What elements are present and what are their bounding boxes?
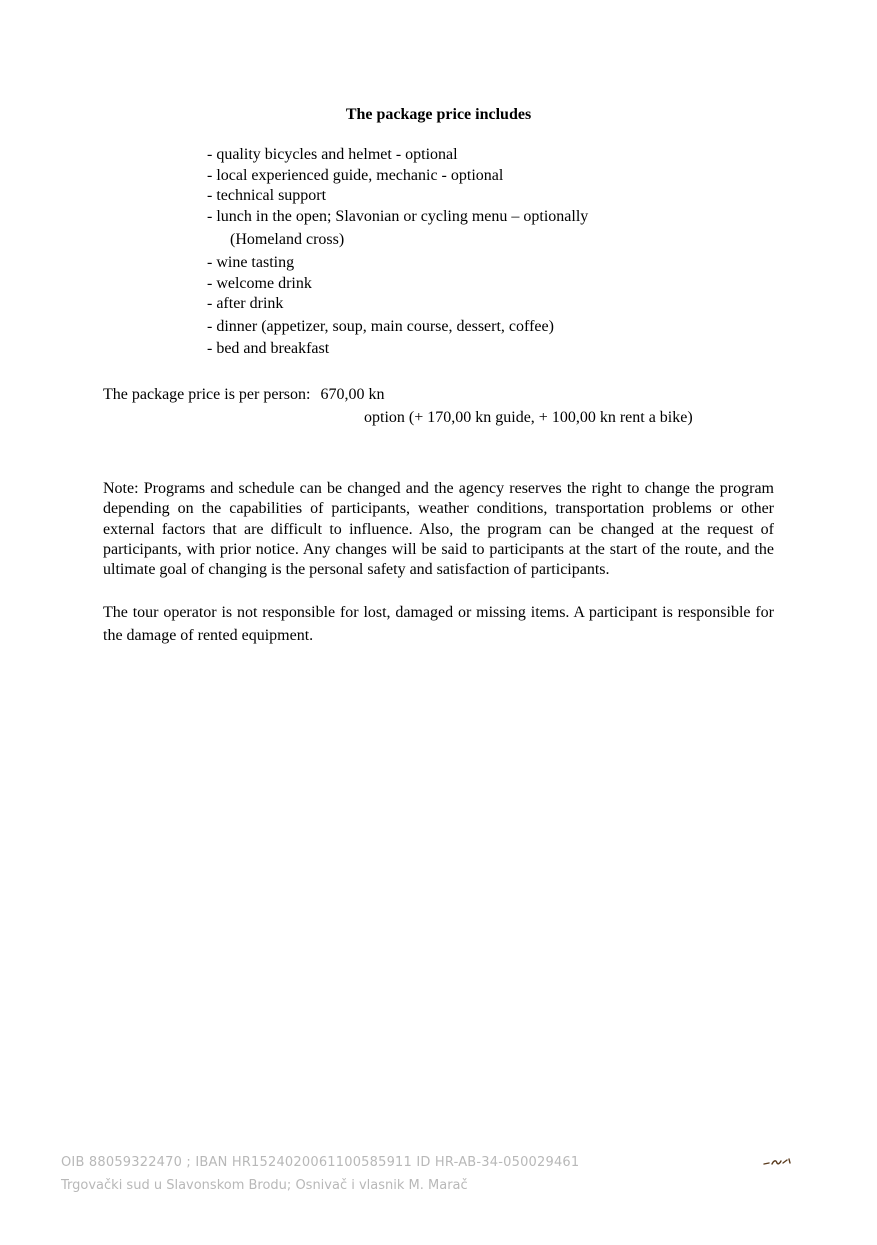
- price-option: option (+ 170,00 kn guide, + 100,00 kn rent a bike): [364, 409, 693, 426]
- list-item: - lunch in the open; Slavonian or cycling menu – optionally: [207, 207, 589, 225]
- footer-court-line: Trgovački sud u Slavonskom Brodu; Osnivač i vlasnik M. Marač: [61, 1178, 468, 1193]
- includes-list: [207, 145, 588, 359]
- list-item: - quality bicycles and helmet - optional: [207, 146, 458, 163]
- footer-registration-line: OIB 88059322470 ; IBAN HR1524020061100585911 ID HR-AB-34-050029461: [61, 1155, 580, 1170]
- list-item: - welcome drink: [207, 274, 312, 292]
- list-item: - bed and breakfast: [207, 339, 330, 357]
- scribble-mark-icon: [763, 1157, 793, 1167]
- list-item: - technical support: [207, 187, 327, 204]
- list-item: - local experienced guide, mechanic - optional: [207, 166, 504, 184]
- list-item: - wine tasting: [207, 254, 295, 271]
- note-paragraph: Note: Programs and schedule can be changed and the agency reserves the right to change the program depending on the capabilities of participants, weather conditions, transportation problems or other external factors that are difficult to influence. Also, the program can be changed at the request of participants, with prior notice. Any changes will be said to participants at the start of the route, and the ultimate goal of changing is the personal safety and satisfaction of participants.: [103, 480, 774, 579]
- list-item: - after drink: [207, 295, 284, 312]
- list-item-continuation: (Homeland cross): [230, 231, 345, 248]
- list-item: - dinner (appetizer, soup, main course, dessert, coffee): [207, 317, 554, 335]
- page-heading: The package price includes: [345, 106, 532, 123]
- price-line: [103, 385, 384, 405]
- price-amount: 670,00 kn: [320, 386, 385, 403]
- price-label: The package price is per person:: [103, 386, 311, 403]
- liability-paragraph: The tour operator is not responsible for lost, damaged or missing items. A participant is responsible for the damage of rented equipment.: [103, 604, 774, 644]
